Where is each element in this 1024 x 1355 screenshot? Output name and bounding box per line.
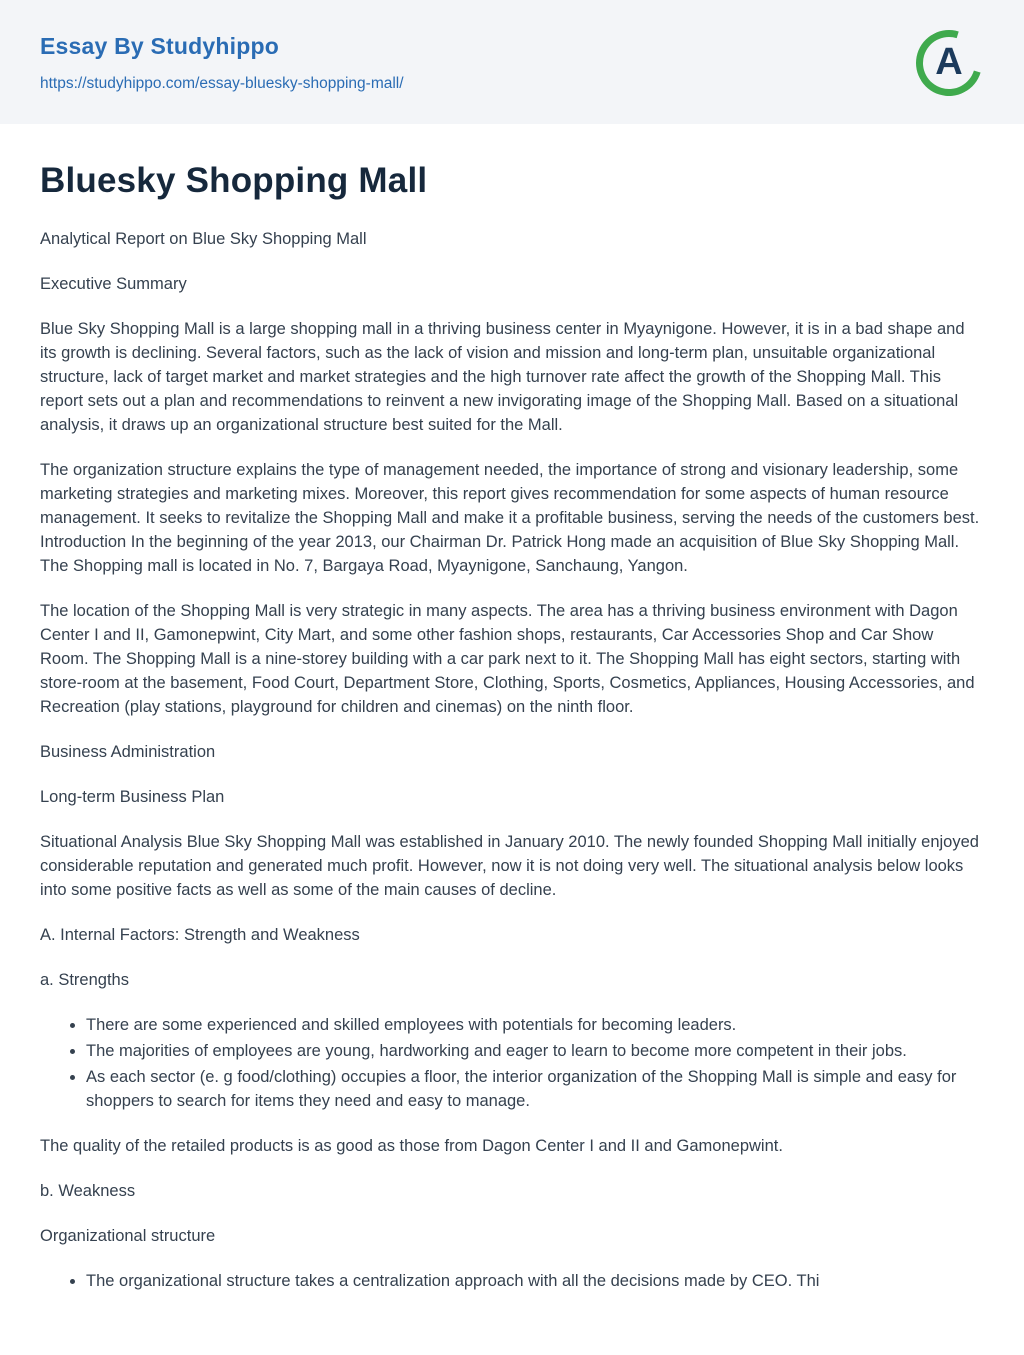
list-item: • There are some experienced and skilled employees with potentials for becoming leaders. [86, 1013, 984, 1037]
paragraph: Blue Sky Shopping Mall is a large shopping mall in a thriving business center in Myaynigone. However, it is in a bad shape and its growth is declining. Several factors, such as the lack of vision and mission and long-term plan, unsuitable organizational structure, lack of target market and market strategies and the high turnover rate affect the growth of the Shopping Mall. This report sets out a plan and recommendations to reinvent a new invigorating image of the Shopping Mall. Based on a situational analysis, it draws up an organizational structure best suited for the Mall. [40, 320, 965, 434]
list-item: • As each sector (e. g food/clothing) occupies a floor, the interior organization of the Shopping Mall is simple and easy for shoppers to search for items they need and easy to manage. [86, 1065, 984, 1113]
weakness-list [40, 1269, 984, 1293]
studyhippo-logo[interactable] [916, 30, 982, 96]
article-subtitle: Analytical Report on Blue Sky Shopping Mall [40, 230, 367, 248]
paragraph: The organization structure explains the type of management needed, the importance of strong and visionary leadership, some marketing strategies and marketing mixes. Moreover, this report gives recommendation for some aspects of human resource management. It seeks to revitalize the Shopping Mall and make it a profitable business, serving the needs of the customers best. Introduction In the beginning of the year 2013, our Chairman Dr. Patrick Hong made an acquisition of Blue Sky Shopping Mall. The Shopping mall is located in No. 7, Bargaya Road, Myaynigone, Sanchaung, Yangon. [40, 461, 980, 575]
strengths-list [40, 1013, 984, 1113]
weakness-heading: b. Weakness [40, 1182, 136, 1200]
organizational-structure-heading: Organizational structure [40, 1227, 216, 1245]
page-title: Bluesky Shopping Mall [40, 161, 428, 200]
logo-letter: A [935, 40, 963, 83]
paragraph: Situational Analysis Blue Sky Shopping Mall was established in January 2010. The newly founded Shopping Mall initially enjoyed considerable reputation and generated much profit. However, now it is not doing very well. The situational analysis below looks into some positive facts as well as some of the main causes of decline. [40, 833, 979, 899]
list-item: • The organizational structure takes a centralization approach with all the decisions made by CEO. Thi [86, 1269, 984, 1293]
article-content [0, 124, 1024, 1293]
page-header [0, 0, 1024, 124]
site-title: Essay By Studyhippo [40, 33, 279, 59]
internal-factors-heading: A. Internal Factors: Strength and Weakness [40, 926, 360, 944]
list-item: • The majorities of employees are young, hardworking and eager to learn to become more competent in their jobs. [86, 1039, 984, 1063]
source-url-link[interactable]: https://studyhippo.com/essay-bluesky-shopping-mall/ [40, 75, 404, 92]
executive-summary-heading: Executive Summary [40, 275, 187, 293]
paragraph: The quality of the retailed products is as good as those from Dagon Center I and II and Gamonepwint. [40, 1137, 783, 1155]
header-text-block [40, 33, 404, 93]
business-administration-heading: Business Administration [40, 743, 216, 761]
paragraph: The location of the Shopping Mall is very strategic in many aspects. The area has a thriving business environment with Dagon Center I and II, Gamonepwint, City Mart, and some other fashion shops, restaurants, Car Accessories Shop and Car Show Room. The Shopping Mall is a nine-storey building with a car park next to it. The Shopping Mall has eight sectors, starting with store-room at the basement, Food Court, Department Store, Clothing, Sports, Cosmetics, Appliances, Housing Accessories, and Recreation (play stations, playground for children and cinemas) on the ninth floor. [40, 602, 975, 716]
strengths-heading: a. Strengths [40, 971, 129, 989]
longterm-plan-heading: Long-term Business Plan [40, 788, 225, 806]
